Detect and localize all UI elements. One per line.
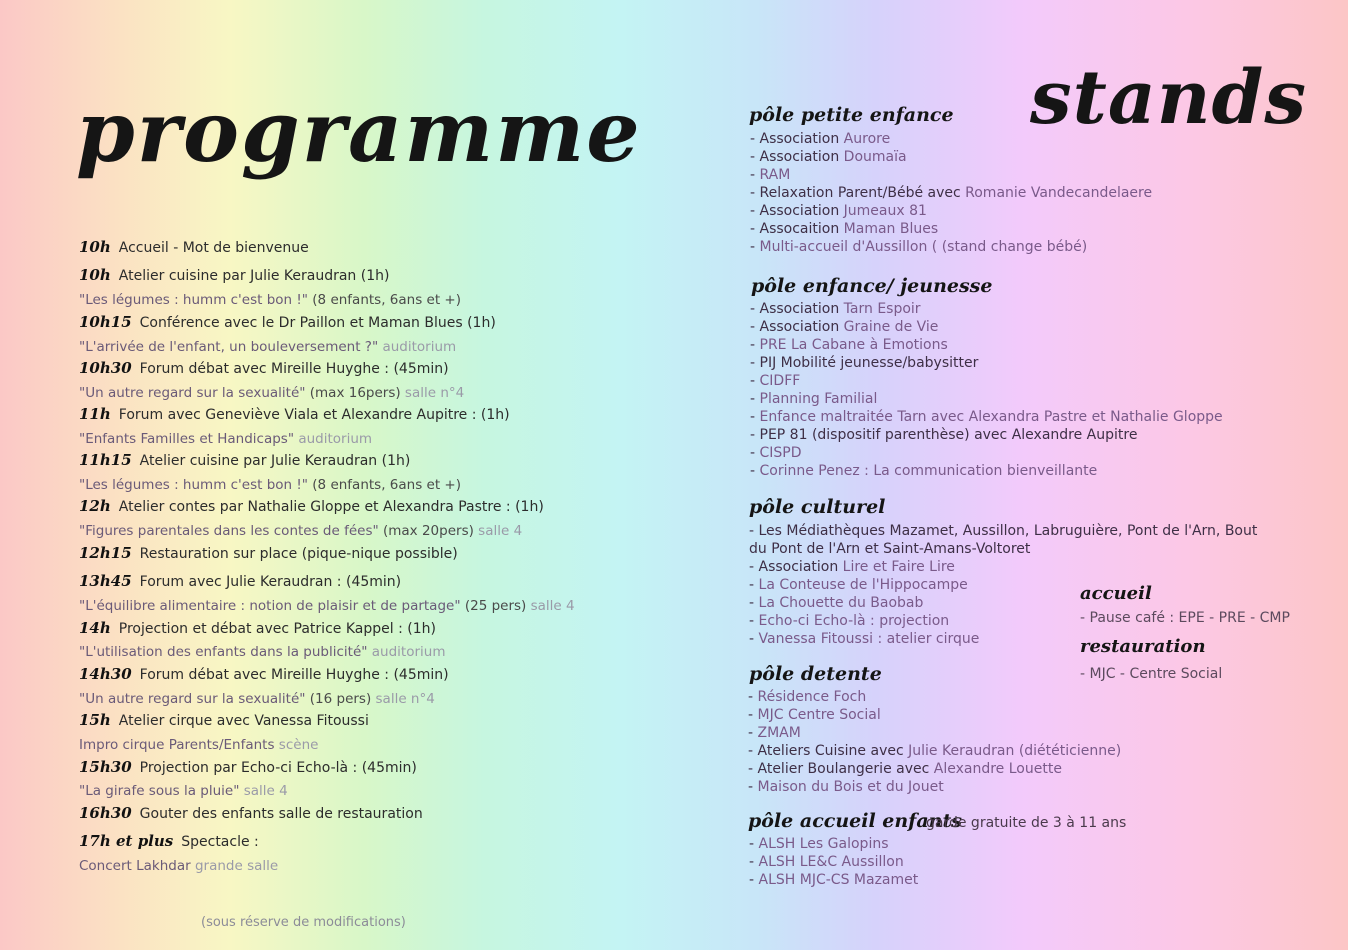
stand-item-name: Corinne Penez : La communication bienveillante [759, 463, 1098, 479]
programme-time: 10h [79, 238, 111, 256]
stand-item [750, 202, 1152, 220]
stand-item-name: La Conteuse de l'Hippocampe [758, 577, 968, 593]
section-title-petite-enfance: pôle petite enfance [749, 104, 954, 126]
stand-item-name: La Chouette du Baobab [758, 595, 924, 611]
stand-item-prefix: - [748, 779, 758, 795]
stand-item [750, 462, 1223, 480]
programme-detail [79, 783, 288, 799]
programme-text: Projection et débat avec Patrice Kappel : (1h) [118, 621, 436, 637]
programme-desc: "Un autre regard sur la sexualité" [79, 385, 306, 401]
programme-title: programme [76, 82, 642, 181]
stand-item-prefix: - Relaxation Parent/Bébé avec [750, 185, 966, 201]
stand-item-prefix: - [750, 445, 760, 461]
list-culturel [749, 522, 1279, 648]
stand-item-name: Tarn Espoir [843, 301, 921, 317]
list-accueil-enfants [749, 835, 918, 889]
stand-item [748, 760, 1121, 778]
stand-item-prefix: - [749, 613, 759, 629]
programme-detail [79, 691, 435, 707]
stand-item [750, 220, 1152, 238]
stand-item-prefix: - [750, 409, 760, 425]
programme-entry [79, 238, 309, 256]
stand-item-prefix: - Association [750, 131, 844, 147]
stand-item-prefix: - [748, 689, 758, 705]
programme-text: Atelier cuisine par Julie Keraudran (1h) [139, 453, 411, 469]
programme-entry [79, 619, 436, 637]
stand-item [750, 238, 1152, 256]
programme-time: 15h [79, 711, 111, 729]
stand-item-prefix: - [749, 854, 759, 870]
stand-item [748, 688, 1121, 706]
programme-time: 11h15 [79, 451, 132, 469]
stand-item-prefix: - Association [750, 301, 844, 317]
programme-desc: "La girafe sous la pluie" [79, 783, 240, 799]
programme-entry [79, 359, 449, 377]
programme-text: Forum avec Geneviève Viala et Alexandre Aupitre : (1h) [118, 407, 510, 423]
stand-item-name: Graine de Vie [843, 319, 939, 335]
programme-desc: "L'arrivée de l'enfant, un bouleversement ?" [79, 339, 379, 355]
programme-note: (25 pers) [460, 598, 527, 614]
programme-room: auditorium [294, 431, 373, 447]
stand-item-prefix: - Les Médiathèques Mazamet, Aussillon, Labruguière, Pont de l'Arn, Bout du Pont de l'Arn et Saint-Amans-Voltoret [749, 523, 1258, 557]
stand-item-prefix: - [749, 595, 759, 611]
stand-item-name: RAM [759, 167, 791, 183]
stand-item-name: ZMAM [757, 725, 801, 741]
stand-item-name: Maman Blues [843, 221, 939, 237]
stand-item [749, 576, 1279, 594]
list-enfance-jeunesse [750, 300, 1223, 480]
stand-item [750, 354, 1223, 372]
programme-room: grande salle [190, 858, 279, 874]
stand-item-name: ALSH MJC-CS Mazamet [758, 872, 919, 888]
restauration-title: restauration [1080, 636, 1206, 657]
stand-item [748, 724, 1121, 742]
section-title-culturel: pôle culturel [749, 496, 886, 518]
stand-item-prefix: - Association [750, 149, 844, 165]
programme-entry [79, 313, 496, 331]
programme-text: Forum avec Julie Keraudran : (45min) [139, 574, 402, 590]
programme-time: 17h et plus [79, 832, 174, 850]
programme-time: 13h45 [79, 572, 132, 590]
programme-text: Atelier contes par Nathalie Gloppe et Alexandra Pastre : (1h) [118, 499, 544, 515]
programme-detail [79, 431, 372, 447]
stand-item [748, 778, 1121, 796]
stand-item-prefix: - [749, 631, 759, 647]
stand-item-prefix: - [748, 707, 758, 723]
stand-item [750, 444, 1223, 462]
programme-desc: "Les légumes : humm c'est bon !" [79, 477, 308, 493]
stand-item-prefix: - [749, 836, 759, 852]
stand-item [750, 148, 1152, 166]
programme-detail [79, 477, 461, 493]
stand-item [750, 372, 1223, 390]
programme-room: salle 4 [239, 783, 288, 799]
programme-text: Atelier cirque avec Vanessa Fitoussi [118, 713, 369, 729]
programme-entry [79, 572, 401, 590]
programme-entry [79, 758, 417, 776]
stand-item-name: Enfance maltraitée Tarn avec Alexandra Pastre et Nathalie Gloppe [759, 409, 1223, 425]
programme-text: Forum débat avec Mireille Huyghe : (45min) [139, 667, 449, 683]
programme-time: 10h30 [79, 359, 132, 377]
stand-item-prefix: - [750, 239, 760, 255]
programme-room: scène [274, 737, 319, 753]
list-detente [748, 688, 1121, 796]
stand-item-prefix: - Association [750, 203, 844, 219]
stand-item-prefix: - [749, 577, 759, 593]
stand-item-name: Alexandre Louette [933, 761, 1062, 777]
programme-time: 16h30 [79, 804, 132, 822]
stand-item-prefix: - Ateliers Cuisine avec [748, 743, 909, 759]
stand-item-name: CISPD [759, 445, 802, 461]
stand-item-name: Planning Familial [759, 391, 878, 407]
programme-text: Atelier cuisine par Julie Keraudran (1h) [118, 268, 390, 284]
stand-item [748, 706, 1121, 724]
programme-entry [79, 544, 458, 562]
programme-detail [79, 385, 464, 401]
stand-item [750, 130, 1152, 148]
stand-item-prefix: - [750, 167, 760, 183]
stand-item-name: Multi-accueil d'Aussillon ( (stand change bébé) [759, 239, 1088, 255]
programme-entry [79, 665, 449, 683]
programme-room: auditorium [378, 339, 457, 355]
stand-item [750, 166, 1152, 184]
programme-time: 10h15 [79, 313, 132, 331]
stand-item-prefix: - [750, 463, 760, 479]
section-title-accueil-enfants: pôle accueil enfants [748, 810, 962, 832]
stand-item-name: Julie Keraudran (diététicienne) [908, 743, 1122, 759]
section-title-enfance-jeunesse: pôle enfance/ jeunesse [751, 275, 993, 297]
programme-entry [79, 451, 410, 469]
stand-item [750, 184, 1152, 202]
stand-item-name: Lire et Faire Lire [842, 559, 955, 575]
programme-note: (max 16pers) [305, 385, 401, 401]
programme-time: 12h [79, 497, 111, 515]
stands-title: stands [1030, 55, 1307, 141]
programme-time: 12h15 [79, 544, 132, 562]
stand-item-prefix: - Atelier Boulangerie avec [748, 761, 934, 777]
programme-desc: "Un autre regard sur la sexualité" [79, 691, 306, 707]
programme-time: 14h [79, 619, 111, 637]
programme-room: auditorium [367, 644, 446, 660]
programme-time: 14h30 [79, 665, 132, 683]
programme-desc: "L'utilisation des enfants dans la publicité" [79, 644, 368, 660]
programme-text: Spectacle : [181, 834, 259, 850]
stand-item-prefix: - Assocaition [750, 221, 844, 237]
programme-note: (16 pers) [305, 691, 372, 707]
stand-item-prefix: - Association [750, 319, 844, 335]
stand-item-prefix: - [750, 391, 760, 407]
programme-text: Forum débat avec Mireille Huyghe : (45min) [139, 361, 449, 377]
stand-item-name: MJC Centre Social [757, 707, 881, 723]
programme-room: salle 4 [526, 598, 575, 614]
programme-detail [79, 644, 446, 660]
programme-text: Projection par Echo-ci Echo-là : (45min) [139, 760, 417, 776]
stand-item [750, 336, 1223, 354]
programme-desc: "Enfants Familles et Handicaps" [79, 431, 295, 447]
programme-note: (8 enfants, 6ans et +) [308, 292, 462, 308]
stand-item-name: Maison du Bois et du Jouet [757, 779, 944, 795]
programme-entry [79, 266, 389, 284]
programme-detail [79, 292, 461, 308]
programme-desc: "L'équilibre alimentaire : notion de plaisir et de partage" [79, 598, 461, 614]
stand-item-name: ALSH LE&C Aussillon [758, 854, 904, 870]
stand-item-prefix: - [748, 725, 758, 741]
stand-item-prefix: - [749, 872, 759, 888]
restauration-text: - MJC - Centre Social [1080, 666, 1223, 682]
programme-detail [79, 598, 575, 614]
programme-room: salle 4 [473, 523, 523, 539]
programme-entry [79, 832, 259, 850]
programme-entry [79, 711, 369, 729]
list-petite-enfance [750, 130, 1152, 256]
programme-text: Conférence avec le Dr Paillon et Maman Blues (1h) [139, 315, 496, 331]
stand-item-prefix: - [750, 337, 760, 353]
stand-item-name: Aurore [843, 131, 891, 147]
stand-item [749, 871, 918, 889]
programme-note: (max 20pers) [378, 523, 474, 539]
disclaimer-note: (sous réserve de modifications) [201, 915, 406, 930]
programme-desc: "Les légumes : humm c'est bon !" [79, 292, 308, 308]
programme-desc: "Figures parentales dans les contes de fées" [79, 523, 379, 539]
stand-item [750, 390, 1223, 408]
programme-room: salle n°4 [371, 691, 435, 707]
stand-item-name: ALSH Les Galopins [758, 836, 889, 852]
programme-entry [79, 804, 423, 822]
programme-text: Restauration sur place (pique-nique possible) [139, 546, 458, 562]
garde-note: garde gratuite de 3 à 11 ans [926, 815, 1127, 831]
stand-item-prefix: - PEP 81 (dispositif parenthèse) avec Alexandre Aupitre [750, 427, 1138, 443]
stand-item [750, 426, 1223, 444]
stand-item-prefix: - Association [749, 559, 843, 575]
stand-item-name: Echo-ci Echo-là : projection [758, 613, 950, 629]
programme-time: 10h [79, 266, 111, 284]
stand-item-name: Vanessa Fitoussi : atelier cirque [758, 631, 980, 647]
stand-item [750, 318, 1223, 336]
accueil-text: - Pause café : EPE - PRE - CMP [1080, 610, 1290, 626]
stand-item [749, 835, 918, 853]
stand-item [749, 558, 1279, 576]
stand-item [748, 742, 1121, 760]
section-title-detente: pôle detente [749, 663, 882, 685]
programme-time: 11h [79, 405, 111, 423]
stand-item-name: Doumaïa [843, 149, 907, 165]
programme-detail [79, 523, 522, 539]
stand-item [750, 300, 1223, 318]
programme-time: 15h30 [79, 758, 132, 776]
programme-detail [79, 737, 318, 753]
programme-text: Gouter des enfants salle de restauration [139, 806, 423, 822]
programme-note: (8 enfants, 6ans et +) [308, 477, 462, 493]
programme-detail [79, 339, 456, 355]
programme-desc: Impro cirque Parents/Enfants [79, 737, 275, 753]
programme-desc: Concert Lakhdar [79, 858, 191, 874]
stand-item-name: Romanie Vandecandelaere [965, 185, 1153, 201]
stand-item [750, 408, 1223, 426]
stand-item [749, 853, 918, 871]
programme-detail [79, 858, 278, 874]
programme-room: salle n°4 [400, 385, 465, 401]
programme-entry [79, 405, 510, 423]
stand-item-name: Jumeaux 81 [843, 203, 927, 219]
stand-item-name: Résidence Foch [757, 689, 867, 705]
stand-item [749, 522, 1279, 558]
stand-item-prefix: - [750, 373, 760, 389]
programme-entry [79, 497, 544, 515]
stand-item-prefix: - PIJ Mobilité jeunesse/babysitter [750, 355, 979, 371]
programme-text: Accueil - Mot de bienvenue [118, 240, 309, 256]
accueil-title: accueil [1080, 583, 1152, 604]
stand-item-name: CIDFF [759, 373, 801, 389]
stand-item-name: PRE La Cabane à Emotions [759, 337, 948, 353]
